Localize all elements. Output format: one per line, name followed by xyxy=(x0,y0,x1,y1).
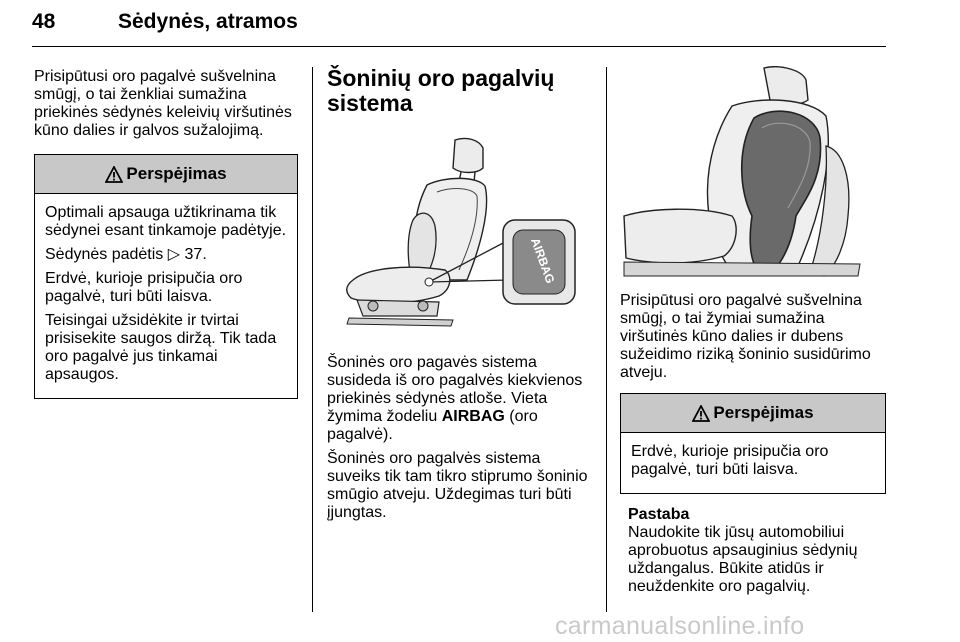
column-3 xyxy=(620,66,886,596)
note-block xyxy=(620,506,886,596)
watermark: carmanualsonline.info xyxy=(555,612,805,640)
intro-paragraph: Prisipūtusi oro pagalvė sušvelnina smūgį, o tai žymiai sumažina viršutinės kūno dalies ir dubens sužeidimo riziką šoninio susidūrimo atveju. xyxy=(620,292,871,381)
section-title: Sėdynės, atramos xyxy=(118,10,298,33)
page-ref-link[interactable]: 37. xyxy=(184,246,207,263)
warning-paragraph: Teisingai užsidėkite ir tvirtai prisisekite saugos diržą. Tik tada oro pagalvė jus tinkamai apsaugos. xyxy=(45,312,277,383)
airbag-inflated-illustration xyxy=(620,66,886,278)
warning-paragraph: Erdvė, kurioje prisipučia oro pagalvė, turi būti laisva. xyxy=(45,270,243,305)
note-title: Pastaba xyxy=(628,506,690,523)
warning-title: Perspėjimas xyxy=(126,164,227,183)
warning-paragraph: Erdvė, kurioje prisipučia oro pagalvė, turi būti laisva. xyxy=(631,443,829,478)
seat-illustration xyxy=(327,130,595,338)
airbag-keyword: AIRBAG xyxy=(441,408,505,425)
warning-title: Perspėjimas xyxy=(713,403,814,422)
warning-box xyxy=(620,393,886,494)
warning-header xyxy=(621,394,885,433)
column-divider-right xyxy=(606,67,607,612)
seat-airbag-figure xyxy=(327,130,595,338)
note-text: Naudokite tik jūsų automobiliui aprobuotus apsauginius sėdynių uždangalus. Būkite atidūs ir neuždenkite oro pagalvių. xyxy=(628,524,858,595)
ref-text: Sėdynės padėtis xyxy=(45,246,164,263)
intro-paragraph: Prisipūtusi oro pagalvė sušvelnina smūgį, o tai ženkliai sumažina priekinės sėdynės keleivių viršutinės kūno dalies ir galvos sužalojimą. xyxy=(34,68,292,139)
column-divider-left xyxy=(312,67,313,612)
airbag-label: AIRBAG xyxy=(528,235,558,286)
warning-paragraph-ref xyxy=(45,246,287,264)
page-number: 48 xyxy=(32,10,56,33)
warning-icon xyxy=(692,405,710,422)
column-2 xyxy=(327,66,597,522)
description-paragraph xyxy=(327,354,597,444)
page-header xyxy=(32,8,886,42)
section-heading: Šoninių oro pagalvių sistema xyxy=(327,65,555,116)
warning-box xyxy=(34,154,298,399)
column-1 xyxy=(34,68,298,399)
warning-header xyxy=(35,155,297,194)
condition-paragraph: Šoninės oro pagalvės sistema suveiks tik tam tikro stiprumo šoninio smūgio atveju. Uždegimas turi būti įjungtas. xyxy=(327,450,588,521)
page-ref-arrow-icon: ▷ xyxy=(167,246,181,263)
header-divider xyxy=(32,46,886,47)
description-text-end: (oro pagalvė). xyxy=(327,408,538,443)
warning-paragraph: Optimali apsauga užtikrinama tik sėdynei esant tinkamoje padėtyje. xyxy=(45,204,287,239)
warning-body xyxy=(35,194,297,398)
warning-icon xyxy=(105,166,123,183)
description-text: Šoninės oro pagavės sistema susideda iš oro pagalvės kiekvienos priekinės sėdynės atloše. Vieta žymima žodeliu xyxy=(327,354,583,425)
inflated-airbag-figure xyxy=(620,66,886,278)
warning-body xyxy=(621,433,885,493)
